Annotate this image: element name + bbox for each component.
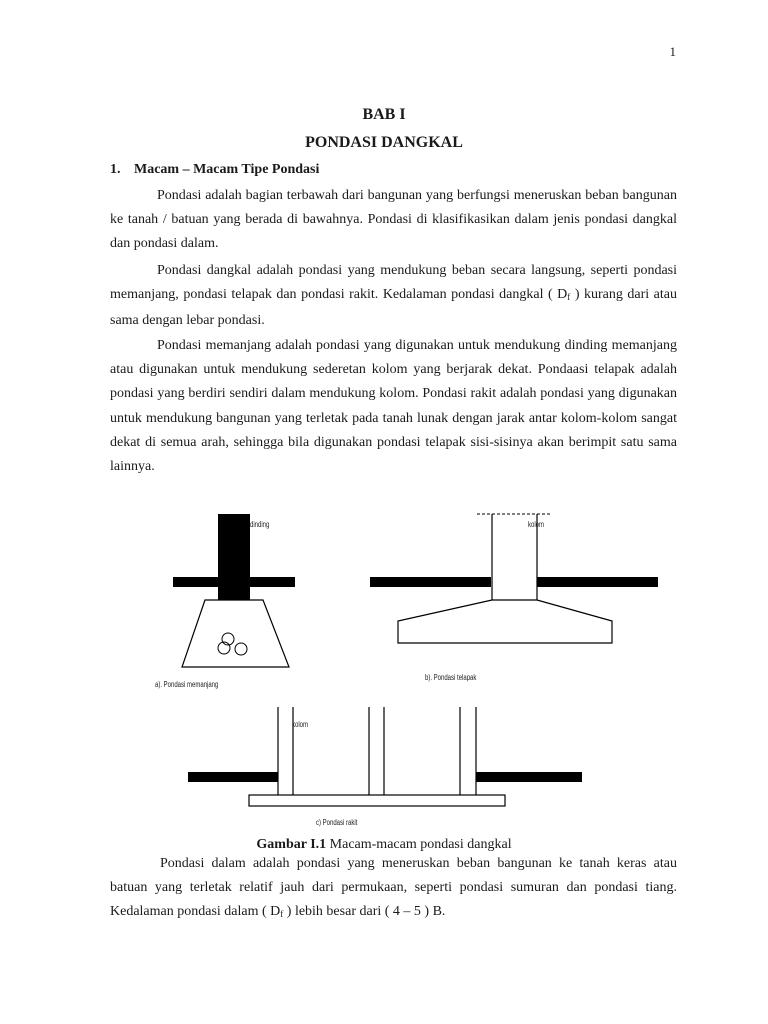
pondasi-memanjang-drawing [173,514,295,667]
subscript-f: f [567,292,571,303]
footing-pad [398,600,612,643]
paragraph-pondasi-dalam [110,852,677,927]
ground-line-left-c [188,772,278,782]
foundation-figure [0,500,768,840]
subscript-f: f [280,909,284,920]
caption-c: c) Pondasi rakit [316,818,358,827]
ground-line-left-a [173,577,219,587]
paragraph-text: ) lebih besar dari ( 4 – 5 ) B. [283,904,446,920]
section-title: Macam – Macam Tipe Pondasi [134,162,320,177]
section-number: 1. [110,162,121,177]
label-kolom-c: kolom [292,720,309,729]
stone [235,643,247,655]
paragraph-text: Pondasi dalam adalah pondasi yang meneruskan beban bangunan ke tanah keras atau batuan yang terletak relatif jauh dari permukaan, seperti pondasi sumuran dan pondasi tiang. Kedalaman pondasi dalam ( D [110,856,677,920]
pondasi-telapak-drawing [370,514,658,643]
page-number: 1 [669,44,676,59]
chapter-title: PONDASI DANGKAL [305,134,463,151]
foundation-diagram [0,500,768,840]
caption-label: Gambar I.1 [256,837,327,852]
label-dinding: dinding [250,520,270,529]
ground-line-right-b [537,577,658,587]
paragraph-text: ) kurang dari atau sama dengan lebar pondasi. [110,287,677,329]
paragraph-pondasi-definition: Pondasi adalah bagian terbawah dari bangunan yang berfungsi meneruskan beban bangunan ke tanah / batuan yang berada di bawahnya. Pondasi di klasifikasikan dalam jenis pondasi dangkal dan pondasi dalam. [110,188,677,252]
ground-line-right-a [250,577,295,587]
ground-line-left-b [370,577,491,587]
caption-b: b). Pondasi telapak [425,673,477,682]
wall-dinding [218,514,250,600]
chapter-heading: BAB I [362,106,406,123]
paragraph-pondasi-types: Pondasi memanjang adalah pondasi yang digunakan untuk mendukung dinding memanjang atau digunakan untuk mendukung sederetan kolom yang berjarak dekat. Pondaasi telapak adalah pondasi yang berdiri sendiri dalam mendukung kolom. Pondasi rakit adalah pondasi yang digunakan untuk mendukung bangunan yang terletak pada tanah lunak dengan jarak antar kolom-kolom sangat dekat di semua arah, sehingga bila digunakan pondasi telapak sisi-sisinya akan berimpit satu sama lainnya. [110,338,677,475]
section-heading [110,162,319,178]
figure-caption [0,837,768,853]
caption-a: a). Pondasi memanjang [155,680,219,689]
caption-text: Macam-macam pondasi dangkal [326,837,512,852]
pondasi-rakit-drawing [188,707,582,806]
ground-line-right-c [476,772,582,782]
paragraph-text: Pondasi dangkal adalah pondasi yang mendukung beban secara langsung, seperti pondasi memanjang, pondasi telapak dan pondasi rakit. Kedalaman pondasi dangkal ( D [110,263,677,303]
raft-slab [249,795,505,806]
footing-trapezoid [182,600,289,667]
label-kolom-b: kolom [528,520,545,529]
paragraph-pondasi-dangkal [110,259,677,334]
